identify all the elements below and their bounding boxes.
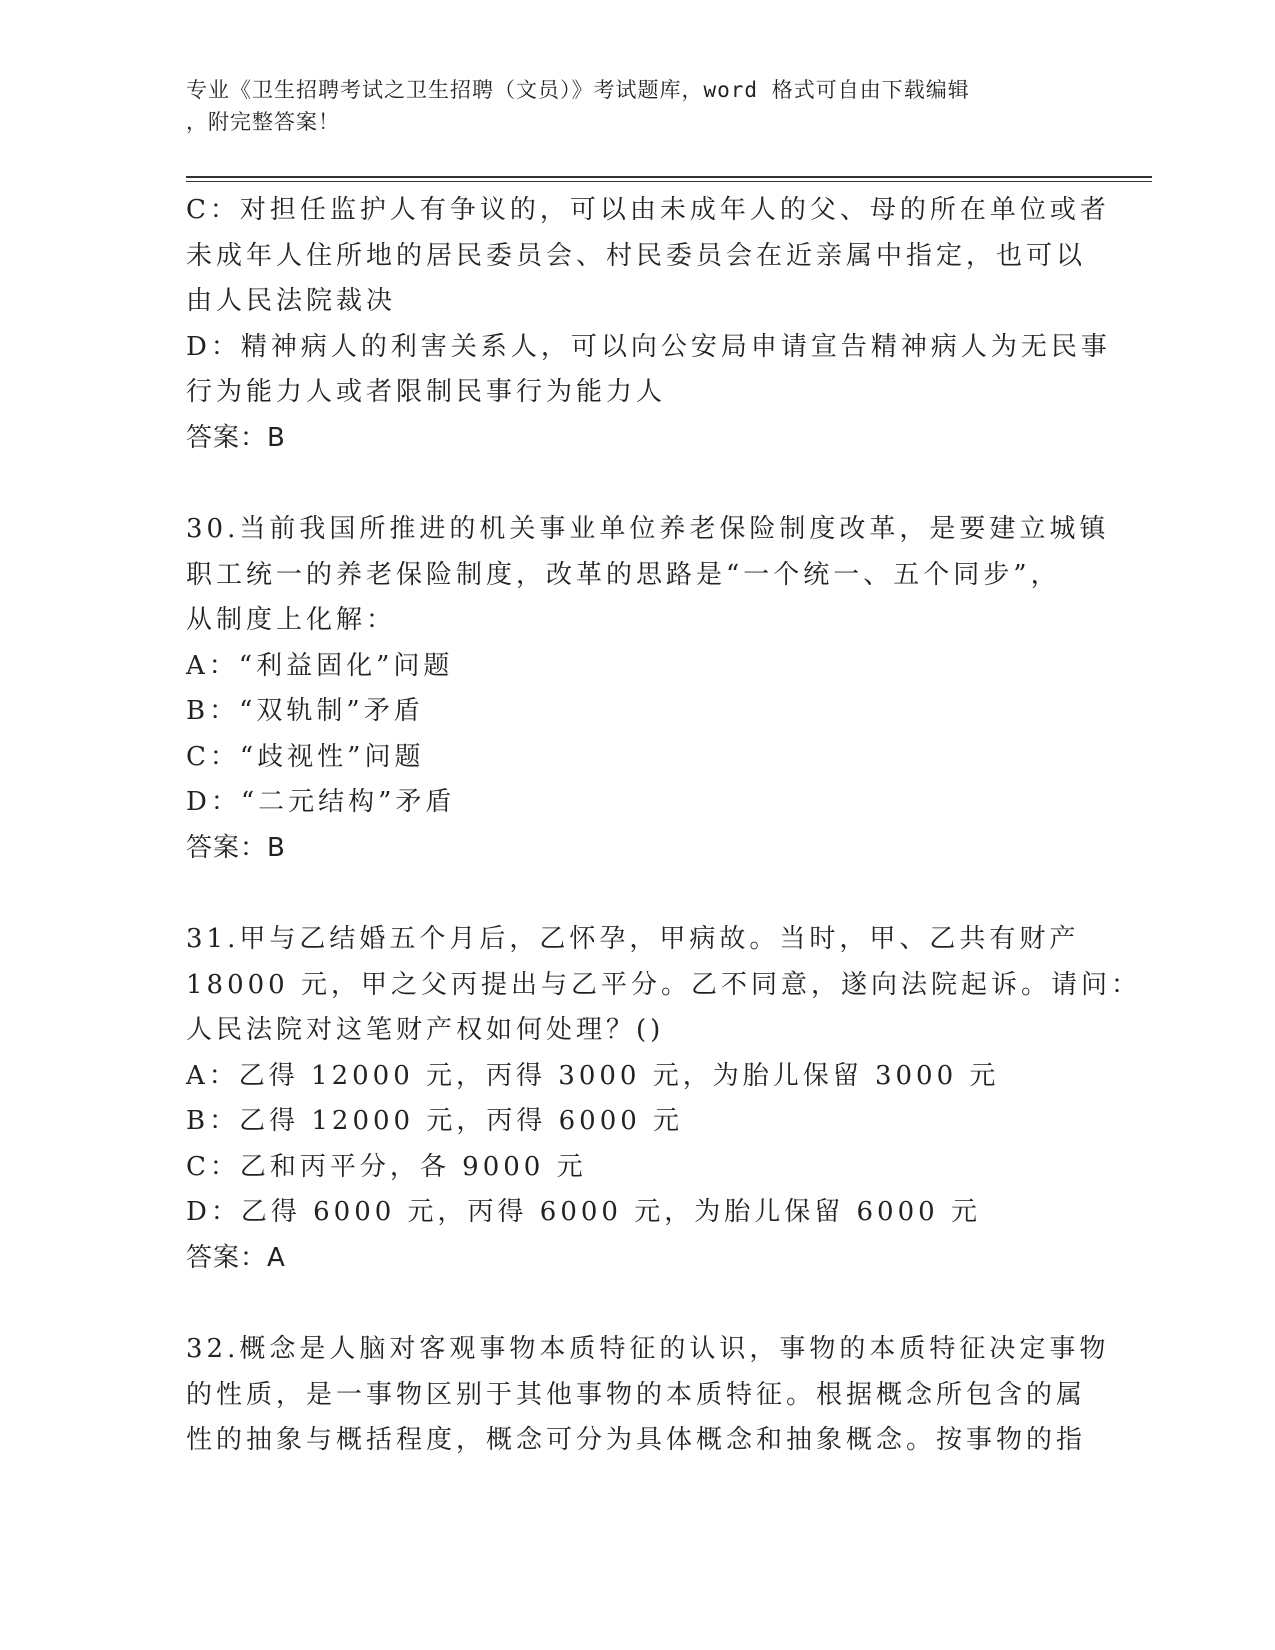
question-29-tail bbox=[186, 188, 1111, 461]
option-d: D：“二元结构”矛盾 bbox=[186, 787, 456, 817]
option-d-line: D：精神病人的利害关系人，可以向公安局申请宣告精神病人为无民事 bbox=[186, 331, 1111, 362]
question-stem-line: 32.概念是人脑对客观事物本质特征的认识，事物的本质特征决定事物 bbox=[186, 1334, 1110, 1364]
option-c-line: 由人民法院裁决 bbox=[186, 286, 397, 316]
question-stem-line: 性的抽象与概括程度，概念可分为具体概念和抽象概念。按事物的指 bbox=[186, 1425, 1087, 1455]
question-spacer bbox=[186, 461, 1086, 507]
question-stem-line: 人民法院对这笔财产权如何处理？() bbox=[186, 1015, 665, 1045]
option-b: B：乙得 12000 元，丙得 6000 元 bbox=[186, 1106, 684, 1136]
question-stem-line: 从制度上化解： bbox=[186, 605, 397, 635]
page-header bbox=[186, 74, 1066, 138]
header-line-2: ，附完整答案！ bbox=[186, 110, 340, 134]
option-c-line: C：对担任监护人有争议的，可以由未成年人的父、母的所在单位或者 bbox=[186, 195, 1110, 225]
question-stem-line: 职工统一的养老保险制度，改革的思路是“一个统一、五个同步”， bbox=[186, 559, 1061, 590]
answer: 答案：B bbox=[186, 422, 286, 453]
option-d: D：乙得 6000 元，丙得 6000 元，为胎儿保留 6000 元 bbox=[186, 1197, 981, 1227]
question-stem-line: 30.当前我国所推进的机关事业单位养老保险制度改革，是要建立城镇 bbox=[186, 514, 1110, 544]
question-stem-line: 的性质，是一事物区别于其他事物的本质特征。根据概念所包含的属 bbox=[186, 1379, 1087, 1410]
document-body bbox=[186, 188, 1141, 1464]
question-spacer bbox=[186, 1281, 1086, 1327]
option-a: A：“利益固化”问题 bbox=[186, 650, 454, 681]
question-30 bbox=[186, 507, 1110, 871]
question-spacer bbox=[186, 871, 1086, 917]
question-stem-line: 31.甲与乙结婚五个月后，乙怀孕，甲病故。当时，甲、乙共有财产 bbox=[186, 924, 1080, 954]
option-d-line: 行为能力人或者限制民事行为能力人 bbox=[186, 377, 667, 407]
header-line-1: 专业《卫生招聘考试之卫生招聘（文员）》考试题库，word 格式可自由下载编辑 bbox=[186, 78, 970, 102]
question-32 bbox=[186, 1327, 1110, 1464]
answer: 答案：B bbox=[186, 832, 286, 863]
option-c: C：乙和丙平分，各 9000 元 bbox=[186, 1151, 587, 1182]
option-c: C：“歧视性”问题 bbox=[186, 741, 425, 772]
option-b: B：“双轨制”矛盾 bbox=[186, 696, 424, 726]
question-stem-line: 18000 元，甲之父丙提出与乙平分。乙不同意，遂向法院起诉。请问： bbox=[186, 969, 1141, 1000]
header-divider-thick bbox=[186, 176, 1152, 178]
answer: 答案：A bbox=[186, 1242, 286, 1273]
option-c-line: 未成年人住所地的居民委员会、村民委员会在近亲属中指定，也可以 bbox=[186, 240, 1087, 271]
option-a: A：乙得 12000 元，丙得 3000 元，为胎儿保留 3000 元 bbox=[186, 1060, 1000, 1091]
question-31 bbox=[186, 917, 1141, 1281]
header-divider-thin bbox=[186, 181, 1152, 182]
